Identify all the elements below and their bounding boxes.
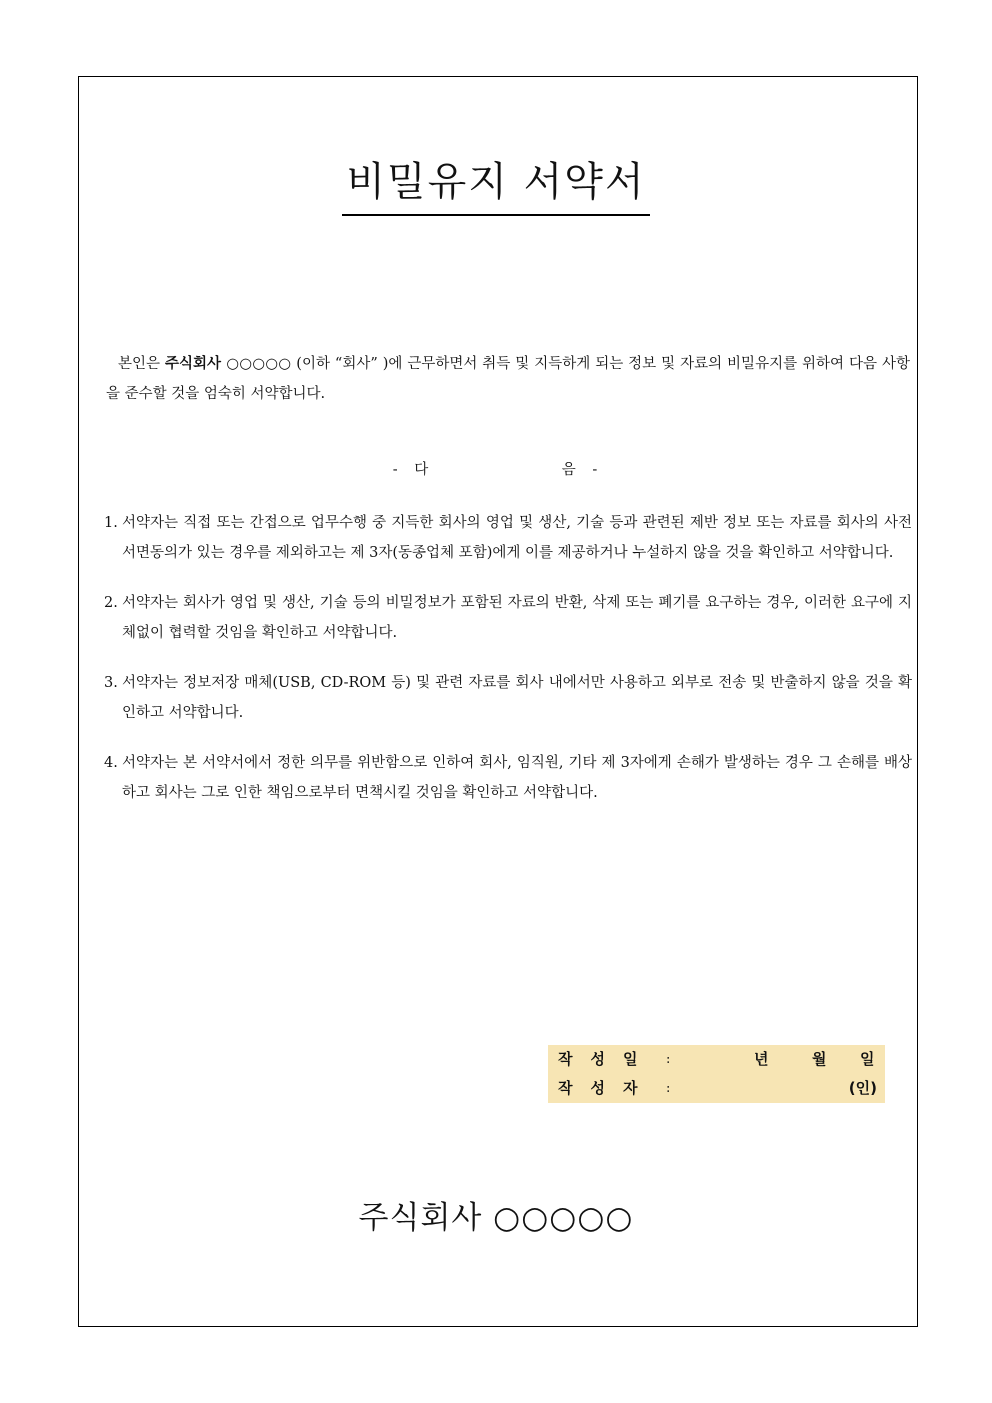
clause-item-1 [100, 508, 912, 568]
intro-prefix: 본인은 [118, 356, 165, 372]
clause-number: 3. [104, 675, 118, 691]
clause-item-2 [100, 588, 912, 648]
heading-right-word: 음 [561, 462, 578, 478]
clause-item-3 [100, 668, 912, 728]
heading-left-word: 다 [414, 462, 431, 478]
clause-item-4 [100, 748, 912, 808]
heading-right-dash: - [592, 462, 600, 478]
document-title: 비밀유지 서약서 [342, 152, 649, 216]
intro-company-name: 주식회사 ○○○○○ [164, 356, 292, 372]
clause-text: 서약자는 정보저장 매체(USB, CD-ROM 등) 및 관련 자료를 회사 내에서만 사용하고 외부로 전송 및 반출하지 않을 것을 확인하고 서약합니다. [122, 675, 912, 721]
document-title-block [0, 152, 992, 216]
heading-left-dash: - [392, 462, 400, 478]
date-label: 작성일 [558, 1050, 656, 1068]
writer-row[interactable] [548, 1074, 885, 1103]
signature-box [548, 1045, 885, 1103]
clause-number: 1. [104, 515, 118, 531]
clause-text: 서약자는 회사가 영업 및 생산, 기술 등의 비밀정보가 포함된 자료의 반환, 삭제 또는 폐기를 요구하는 경우, 이러한 요구에 지체없이 협력할 것임을 확인하고 서약합니다. [122, 595, 912, 641]
clause-number: 4. [104, 755, 118, 771]
date-row [548, 1045, 885, 1074]
seal-mark: (인) [848, 1079, 877, 1097]
writer-colon: : [666, 1081, 671, 1096]
intro-paragraph [106, 349, 910, 409]
clause-text: 서약자는 직접 또는 간접으로 업무수행 중 지득한 회사의 영업 및 생산, 기술 등과 관련된 제반 정보 또는 자료를 회사의 사전 서면동의가 있는 경우를 제외하고는 제 3자(동종업체 포함)에게 이를 제공하거나 누설하지 않을 것을 확인하고 서약합니다. [122, 515, 912, 561]
company-footer: 주식회사 ○○○○○ [358, 1200, 634, 1236]
year-label: 년 [754, 1050, 769, 1068]
section-heading [0, 455, 992, 485]
writer-label: 작성자 [558, 1079, 656, 1097]
clause-number: 2. [104, 595, 118, 611]
date-colon: : [666, 1052, 671, 1067]
intro-suffix: (이하 “회사” )에 근무하면서 취득 및 지득하게 되는 정보 및 자료의 비밀유지를 위하여 다음 사항을 준수할 것을 엄숙히 서약합니다. [106, 356, 910, 402]
month-label: 월 [812, 1050, 827, 1068]
clause-list [100, 508, 912, 828]
clause-text: 서약자는 본 서약서에서 정한 의무를 위반함으로 인하여 회사, 임직원, 기타 제 3자에게 손해가 발생하는 경우 그 손해를 배상하고 회사는 그로 인한 책임으로부터 면책시킬 것임을 확인하고 서약합니다. [122, 755, 912, 801]
day-label: 일 [860, 1050, 875, 1068]
